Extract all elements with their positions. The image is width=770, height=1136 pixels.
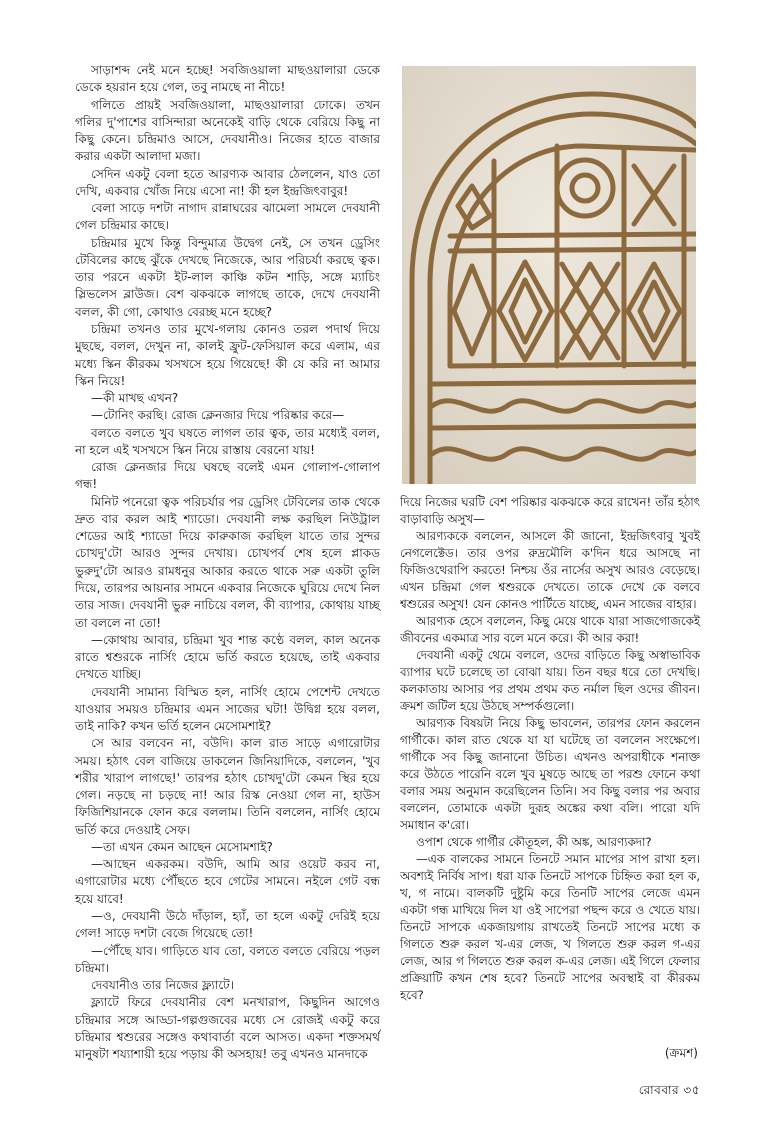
paragraph: ফ্ল্যাটে ফিরে দেবযানীর বেশ মনখারাপ, কিছুদিন আগেও চন্দ্রিমার সঙ্গে আড্ডা-গল্পগুজবের মধ্যে সে রোজই একটু করে চন্দ্রিমার শ্বশুরের সঙ্গেও কথাবার্তা বলে আসত। একদা শক্তসমর্থ মানুষটা শয্যাশায়ী হয়ে পড়ায় কী অসহায়! তবু এখনও মানদাকে [75, 995, 380, 1062]
paragraph: আরণ্যক বিষয়টা নিয়ে কিছু ভাবলেন, তারপর ফোন করলেন গার্গীকে। কাল রাত থেকে যা যা ঘটেছে তা বললেন সংক্ষেপে। গার্গীকে সব কিছু জানানো উচিত। এখনও অপরাধীকে শনাক্ত করে উঠতে পারেনি বলে খুব মুষড়ে আছে তা পরশু ফোনে কথা বলার সময় অনুমান করেছিলেন তিনি। সব কিছু বলার পর অবার বললেন, তোমাকে একটা দুরূহ অঙ্কের কথা বলি। পারো যদি সমাধান ক'রো। [400, 715, 700, 832]
paragraph: বেলা সাড়ে দশটা নাগাদ রান্নাঘরের ঝামেলা সামলে দেবযানী গেল চন্দ্রিমার কাছে। [75, 201, 380, 233]
paragraph: চন্দ্রিমার মুখে কিন্তু বিন্দুমাত্র উদ্বেগ নেই, সে তখন ড্রেসিং টেবিলের কাছে ঝুঁকে দেখছে নিজেকে, আর পরিচর্যা করছে ত্বক। তার পরনে একটা ইট-লাল কাঞ্চি কটন শাড়ি, সঙ্গে ম্যাচিং স্লিভলেস ব্লাউজ। বেশ ঝকঝকে লাগছে তাকে, দেখে দেবযানী বলল, কী গো, কোথাও বেরচ্ছ মনে হচ্ছে? [75, 235, 380, 319]
paragraph: ওপাশ থেকে গার্গীর কৌতূহল, কী অঙ্ক, আরণ্যকদা? [416, 834, 652, 849]
paragraph: —তা এখন কেমন আছেন মেসোমশাই? [91, 839, 273, 854]
paragraph: চন্দ্রিমা তখনও তার মুখে-গলায় কোনও তরল পদার্থ দিয়ে মুছছে, বলল, দেখুন না, কালই ফ্রুট-ফেসিয়াল করে এলাম, এর মধ্যে স্কিন কীরকম খসখসে হয়ে গিয়েছে! কী যে করি না আমার স্কিন নিয়ে! [75, 321, 380, 388]
paragraph: —কী মাখছ এখন? [91, 391, 179, 406]
carved-arch-illustration [402, 66, 696, 484]
paragraph: আরণ্যককে বললেন, আসলে কী জানো, ইন্দ্রজিৎবাবু খুবই নেগলেক্টেড। তার ওপর রুদ্রমৌলি ক'দিন ধরে আসছে না ফিজিওথেরাপি করতে! নিশ্চয় ওঁর নার্সের অসুখ আরও বেড়েছে। এখন চন্দ্রিমা গেল শ্বশুরকে দেখতে। তাকে দেখে কে বলবে শ্বশুরের অসুখ! যেন কোনও পার্টিতে যাচ্ছে, এমন সাজের বাহার। [400, 528, 700, 611]
paragraph: —ও, দেবযানী উঠে দাঁড়াল, হ্যাঁ, তা হলে একটু দেরিই হয়ে গেল! সাড়ে দশটা বেজে গিয়েছে তো! [75, 909, 380, 941]
right-text-column [400, 494, 700, 1004]
paragraph: মিনিট পনেরো ত্বক পরিচর্যার পর ড্রেসিং টেবিলের তাক থেকে দ্রুত বার করল আই শ্যাডো। দেবযানী লক্ষ করছিল নিউট্রাল শেডের আই শ্যাডো দিয়ে কারুকাজ করছিল যাতে তার সুন্দর চোখদু'টো আরও সুন্দর দেখায়। চোখপর্ব শেষ হলে প্লাকড ভুরুদু'টো আরও রামধনুর আকার করতে থাকে সরু একটা তুলি দিয়ে, তারপর আয়নার সামনে একবার নিজেকে ঘুরিয়ে দেখে নিল তার সাজ। দেবযানী ভুরু নাচিয়ে বলল, কী ব্যাপার, কোথায় যাচ্ছ তা বললে না তো! [75, 494, 380, 630]
stone-carving-photo [402, 66, 696, 484]
paragraph: বলতে বলতে খুব ঘষতে লাগল তার ত্বক, তার মধ্যেই বলল, না হলে এই খসখসে স্কিন নিয়ে রাস্তায় বেরনো যায়! [75, 425, 380, 457]
paragraph: সে আর বলবেন না, বউদি। কাল রাত সাড়ে এগারোটার সময়। হঠাৎ বেল বাজিয়ে ডাকলেন জিনিয়াদিকে, বললেন, 'খুব শরীর খারাপ লাগছে!' তারপর হঠাৎ চোখদু'টো কেমন স্থির হয়ে গেল। নড়ছে না চড়ছে না! আর রিস্ক নেওয়া গেল না, হাউস ফিজিশিয়ানকে ফোন করে বললাম। তিনি বললেন, নার্সিং হোমে ভর্তি করে দেওয়াই সেফ। [75, 736, 380, 837]
paragraph: দেবযানী সামান্য বিস্মিত হল, নার্সিং হোমে পেশেন্ট দেখতে যাওয়ার সময়ও চন্দ্রিমার এমন সাজের ঘটা! উদ্বিগ্ন হয়ে বলল, তাই নাকি? কখন ভর্তি হলেন মেসোমশাই? [75, 684, 380, 734]
paragraph: —পৌঁছে যাব। গাড়িতে যাব তো, বলতে বলতে বেরিয়ে পড়ল চন্দ্রিমা। [75, 943, 380, 975]
paragraph: —এক বালকের সামনে তিনটে সমান মাপের সাপ রাখা হল। অবশ্যই নির্বিষ সাপ। ধরা যাক তিনটে সাপকে চিহ্নিত করা হল ক, খ, গ নামে। বালকটি দুষ্টুমি করে তিনটি সাপের লেজে এমন একটা গন্ধ মাখিয়ে দিল যা ওই সাপেরা পছন্দ করে ও খেতে যায়। তিনটে সাপকে একজায়গায় রাখতেই তিনটে সাপের মধ্যে ক গিলতে শুরু করল খ-এর লেজ, খ গিলতে শুরু করল গ-এর লেজ, আর গ গিলতে শুরু করল ক-এর লেজ। এই গিলে ফেলার প্রক্রিয়াটি কখন শেষ হবে? তিনটে সাপের অবস্থাই বা কীরকম হবে? [400, 851, 700, 1002]
page-folio: রোববার ৩৫ [638, 1083, 700, 1097]
paragraph: —আছেন একরকম। বউদি, আমি আর ওয়েট করব না, এগারোটার মধ্যে পৌঁছতে হবে গেটের সামনে। নইলে গেট বন্ধ হয়ে যাবে! [75, 857, 380, 906]
paragraph: —কোথায় আবার, চন্দ্রিমা খুব শান্ত কণ্ঠে বলল, কাল অনেক রাতে শ্বশুরকে নার্সিং হোমে ভর্তি করতে হয়েছে, তাই একবার দেখতে যাচ্ছি। [75, 632, 380, 682]
paragraph: সেদিন একটু বেলা হতে আরণ্যক আবার ঠেললেন, যাও তো দেখি, একবার খোঁজ নিয়ে এসো না! কী হল ইন্দ্রজিৎবাবুর! [75, 166, 380, 198]
continued-label: (ক্রমশ) [664, 1046, 698, 1060]
paragraph: সাড়াশব্দ নেই মনে হচ্ছে! সবজিওয়ালা মাছওয়ালারা ডেকে ডেকে হয়রান হয়ে গেল, তবু নামছে না নীচে! [75, 63, 380, 95]
paragraph: দেবযানী একটু থেমে বললে, ওদের বাড়িতে কিছু অস্বাভাবিক ব্যাপার ঘটে চলেছে তা বোঝা যায়। তিন বছর ধরে তো দেখছি। কলকাতায় আসার পর প্রথম প্রথম কত নর্মাল ছিল ওদের জীবন। ক্রমশ জটিল হয়ে উঠছে সম্পর্কগুলো। [400, 647, 700, 713]
paragraph: —টোনিং করছি। রোজ ক্লেনজার দিয়ে পরিষ্কার করে— [91, 408, 345, 423]
paragraph: রোজ ক্লেনজার দিয়ে ঘষছে বলেই এমন গোলাপ-গোলাপ গন্ধ! [75, 460, 380, 492]
paragraph: আরণ্যক হেসে বললেন, কিছু মেয়ে থাকে যারা সাজগোজকেই জীবনের একমাত্র সার বলে মনে করে। কী আর করা! [400, 613, 700, 645]
left-text-column [75, 62, 380, 1063]
paragraph: গলিতে প্রায়ই সবজিওয়ালা, মাছওয়ালারা ঢোকে। তখন গলির দু'পাশের বাসিন্দারা অনেকেই বাড়ি থেকে বেরিয়ে কিছু না কিছু কেনে। চন্দ্রিমাও আসে, দেবযানীও। নিজের হাতে বাজার করার একটা আলাদা মজা। [75, 97, 380, 164]
paragraph: দেবযানীও তার নিজের ফ্ল্যাটে। [91, 978, 235, 993]
paragraph: দিয়ে নিজের ঘরটি বেশ পরিষ্কার ঝকঝকে করে রাখেন! তাঁর হঠাৎ বাড়াবাড়ি অসুখ— [400, 495, 700, 526]
